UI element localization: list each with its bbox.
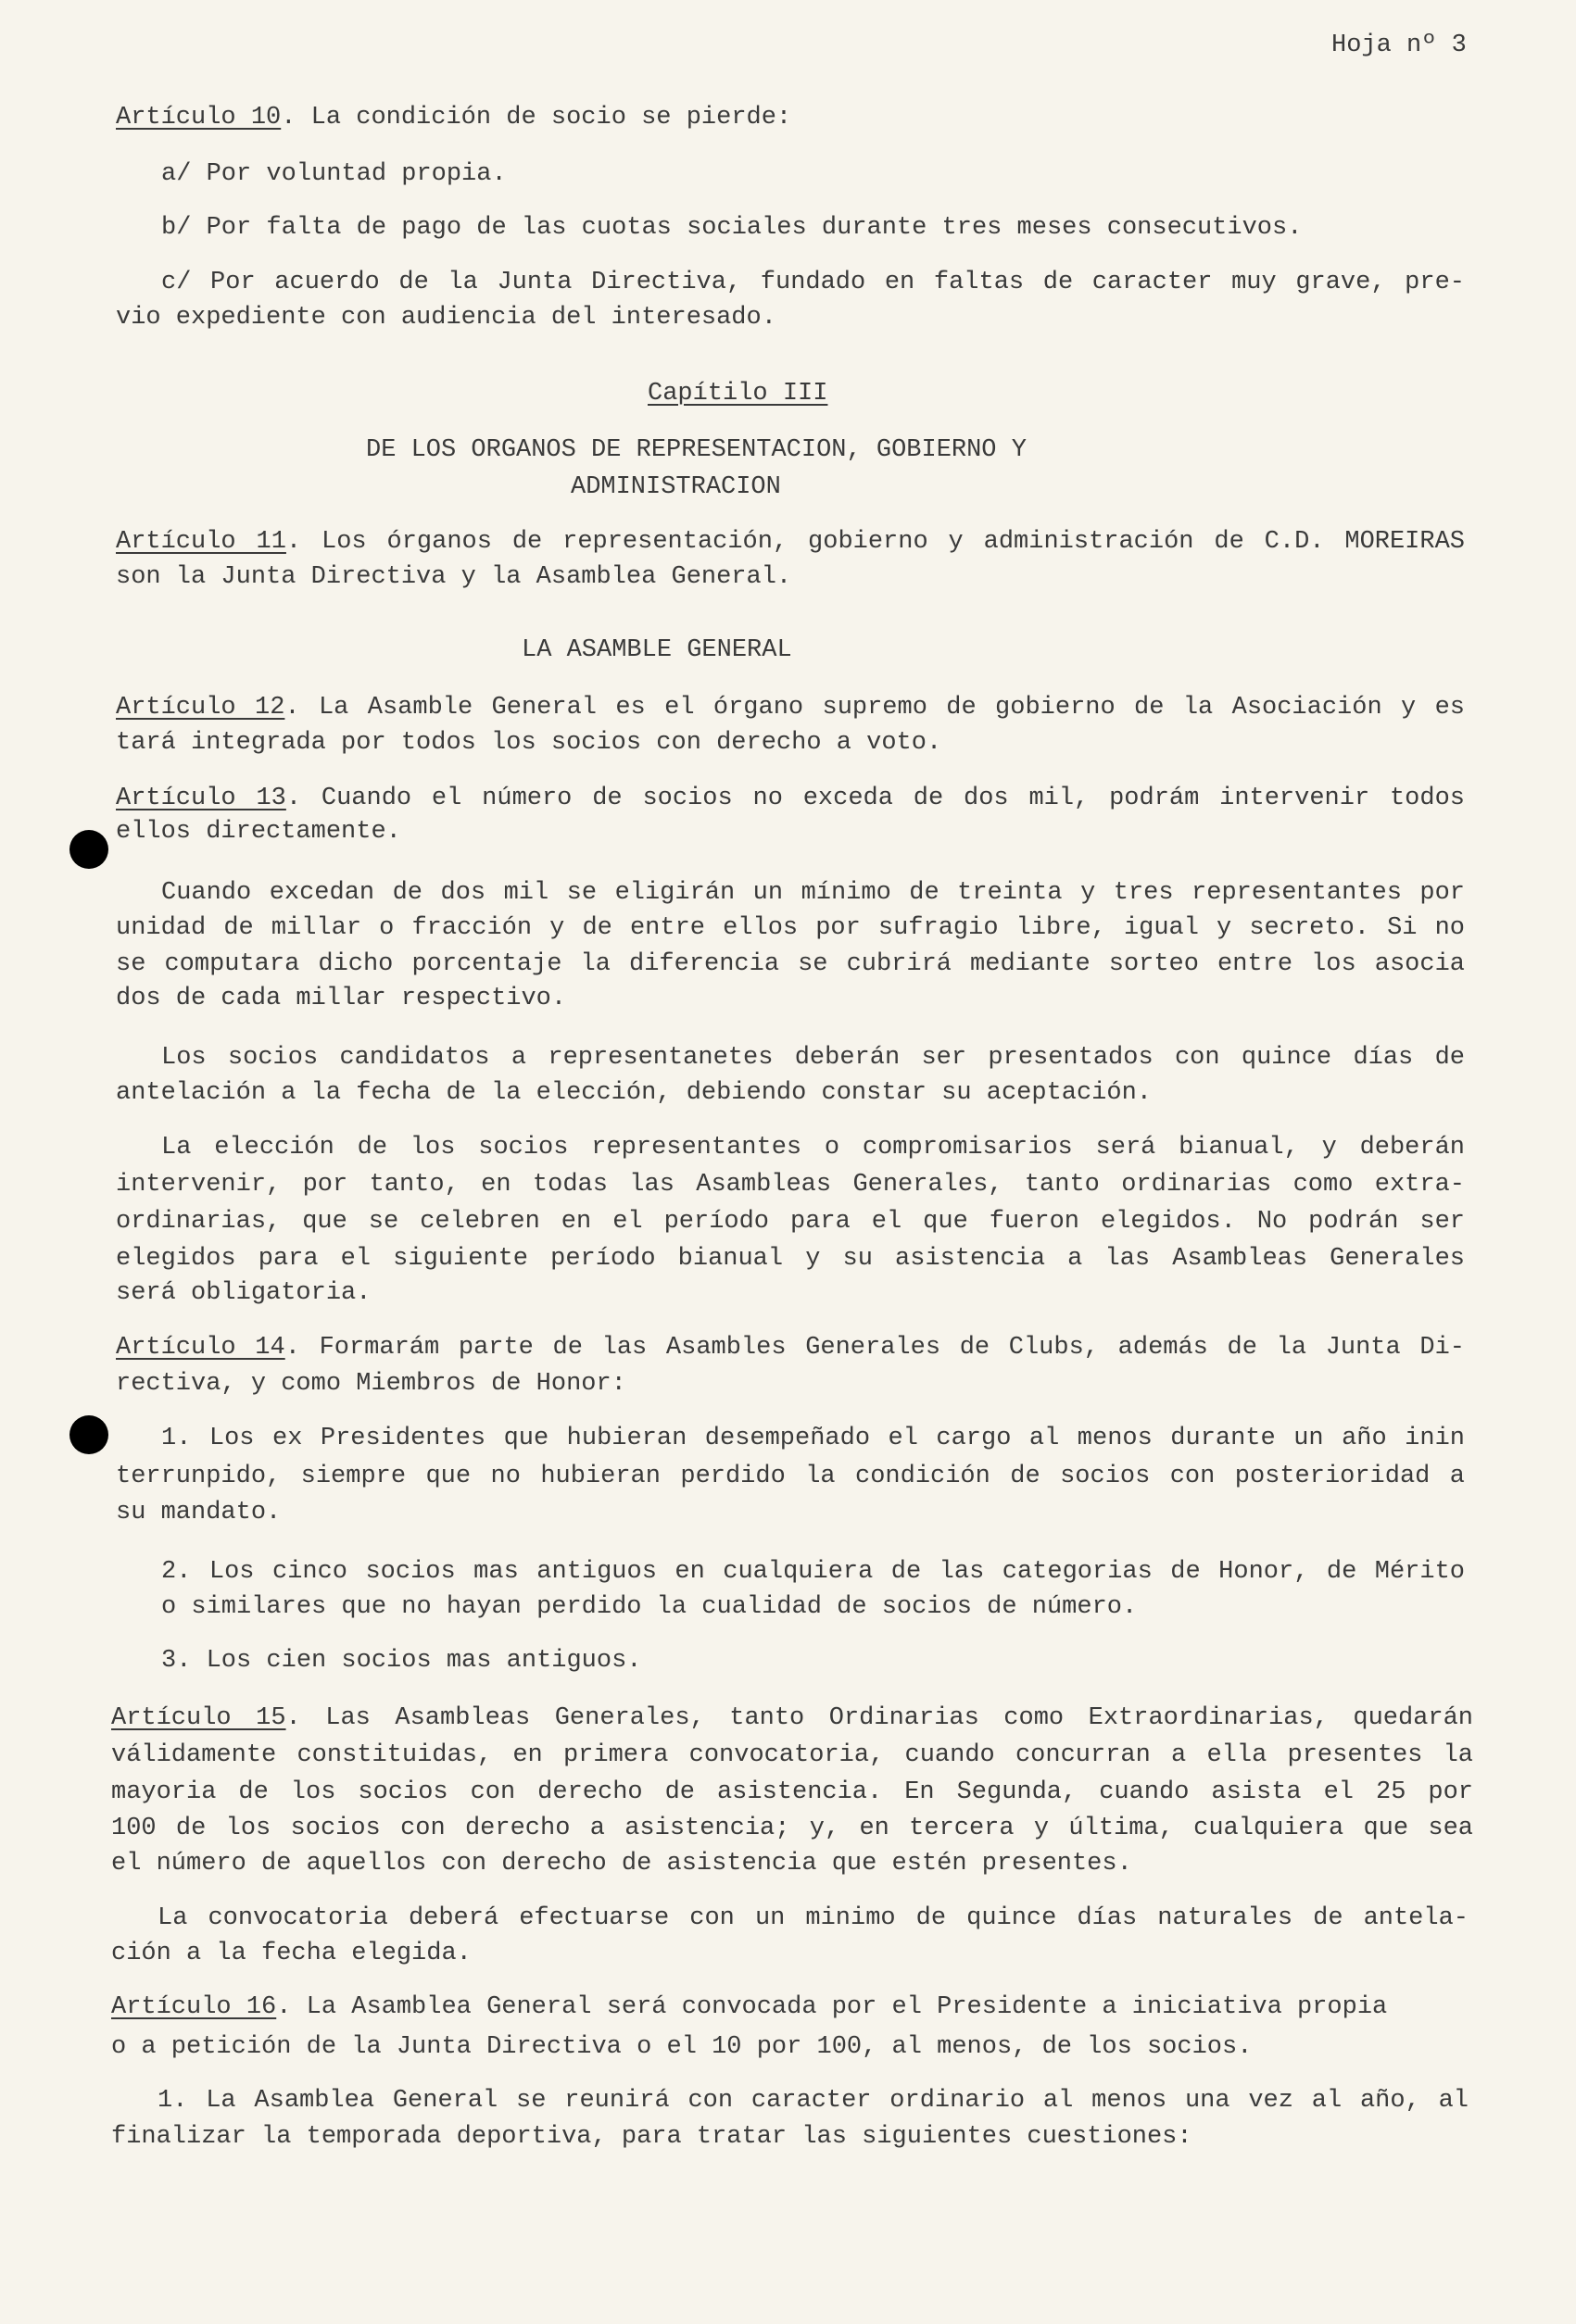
text-line: tará integrada por todos los socios con derecho a voto. [116, 729, 942, 757]
text-line: elegidos para el siguiente período bianual y su asistencia a las Asambleas Generales [116, 1245, 1465, 1273]
text-line: el número de aquellos con derecho de asistencia que estén presentes. [111, 1850, 1132, 1878]
text-line: 100 de los socios con derecho a asistencia; y, en tercera y última, cualquiera que sea [111, 1815, 1473, 1842]
list-item: 2. Los cinco socios mas antiguos en cualquiera de las categorias de Honor, de Mérito [161, 1558, 1465, 1586]
chapter-title: Capítilo III [648, 380, 828, 408]
text-line: antelación a la fecha de la elección, debiendo constar su aceptación. [116, 1079, 1152, 1107]
text-line: será obligatoria. [116, 1279, 372, 1307]
text-line: o similares que no hayan perdido la cualidad de socios de número. [161, 1593, 1138, 1621]
chapter-subtitle: ADMINISTRACION [571, 473, 781, 501]
text-line: unidad de millar o fracción y de entre ellos por sufragio libre, igual y secreto. Si no [116, 914, 1465, 942]
text-line: ellos directamente. [116, 818, 401, 846]
text-line: su mandato. [116, 1499, 282, 1526]
text-line: rectiva, y como Miembros de Honor: [116, 1370, 626, 1398]
article-11-line [116, 527, 1465, 557]
article-label: Artículo 10 [116, 104, 282, 132]
article-13-line [116, 784, 1465, 813]
text: . La Asamble General es el órgano supremo de gobierno de la Asociación y es [284, 694, 1465, 722]
text-line: Cuando excedan de dos mil se eligirán un mínimo de treinta y tres representantes por [161, 879, 1465, 907]
article-10-heading [116, 103, 791, 132]
text-line: se computara dicho porcentaje la diferencia se cubrirá mediante sorteo entre los asocia [116, 950, 1465, 978]
article-label: Artículo 15 [111, 1704, 286, 1732]
list-item: 3. Los cien socios mas antiguos. [161, 1647, 642, 1675]
text-line: terrunpido, siempre que no hubieran perdido la condición de socios con posterioridad a [116, 1463, 1465, 1490]
article-label: Artículo 12 [116, 694, 285, 722]
article-14-line [116, 1333, 1465, 1363]
list-item: b/ Por falta de pago de las cuotas sociales durante tres meses consecutivos. [161, 214, 1303, 242]
text-line: Los socios candidatos a representanetes deberán ser presentados con quince días de [161, 1044, 1465, 1072]
text-line: finalizar la temporada deportiva, para tratar las siguientes cuestiones: [111, 2123, 1192, 2151]
article-label: Artículo 16 [111, 1993, 277, 2021]
text: . Cuando el número de socios no exceda de dos mil, podrám intervenir todos [285, 785, 1465, 812]
text-line: mayoria de los socios con derecho de asistencia. En Segunda, cuando asista el 25 por [111, 1778, 1473, 1806]
text-line: dos de cada millar respectivo. [116, 985, 567, 1012]
chapter-subtitle: DE LOS ORGANOS DE REPRESENTACION, GOBIERNO Y [366, 436, 1027, 464]
punch-hole [69, 1415, 108, 1454]
article-label: Artículo 14 [116, 1334, 285, 1362]
text: . La Asamblea General será convocada por el Presidente a iniciativa propia [276, 1993, 1388, 2021]
punch-hole [69, 830, 108, 869]
section-title: LA ASAMBLE GENERAL [522, 636, 792, 664]
article-12-line [116, 693, 1465, 722]
list-item: a/ Por voluntad propia. [161, 160, 507, 188]
text-line: intervenir, por tanto, en todas las Asambleas Generales, tanto ordinarias como extra- [116, 1171, 1465, 1199]
text: . Los órganos de representación, gobierno y administración de C.D. MOREIRAS [285, 528, 1465, 556]
article-label: Artículo 13 [116, 785, 286, 812]
page-number: Hoja nº 3 [1331, 31, 1467, 59]
text: . Formarám parte de las Asambles Generales de Clubs, además de la Junta Di- [284, 1334, 1465, 1362]
list-item: 1. Los ex Presidentes que hubieran desempeñado el cargo al menos durante un año inin [161, 1425, 1465, 1452]
text-line: La convocatoria deberá efectuarse con un minimo de quince días naturales de antela- [158, 1904, 1469, 1932]
text-line: La elección de los socios representantes o compromisarios será bianual, y deberán [161, 1134, 1465, 1162]
text-line: ordinarias, que se celebren en el período para el que fueron elegidos. No podrán ser [116, 1208, 1465, 1236]
article-15-line [111, 1703, 1473, 1733]
article-16-line [111, 1992, 1387, 2022]
list-item-cont: vio expediente con audiencia del interesado. [116, 304, 776, 332]
article-label: Artículo 11 [116, 528, 286, 556]
text-line: o a petición de la Junta Directiva o el 10 por 100, al menos, de los socios. [111, 2033, 1253, 2061]
list-item: c/ Por acuerdo de la Junta Directiva, fundado en faltas de caracter muy grave, pre- [161, 269, 1465, 296]
text-line: son la Junta Directiva y la Asamblea General. [116, 563, 792, 591]
list-item: 1. La Asamblea General se reunirá con caracter ordinario al menos una vez al año, al [158, 2087, 1469, 2115]
text-line: ción a la fecha elegida. [111, 1940, 472, 1967]
article-text: . La condición de socio se pierde: [281, 104, 792, 132]
text: . Las Asambleas Generales, tanto Ordinarias como Extraordinarias, quedarán [285, 1704, 1474, 1732]
text-line: válidamente constituidas, en primera convocatoria, cuando concurran a ella presentes la [111, 1741, 1473, 1769]
